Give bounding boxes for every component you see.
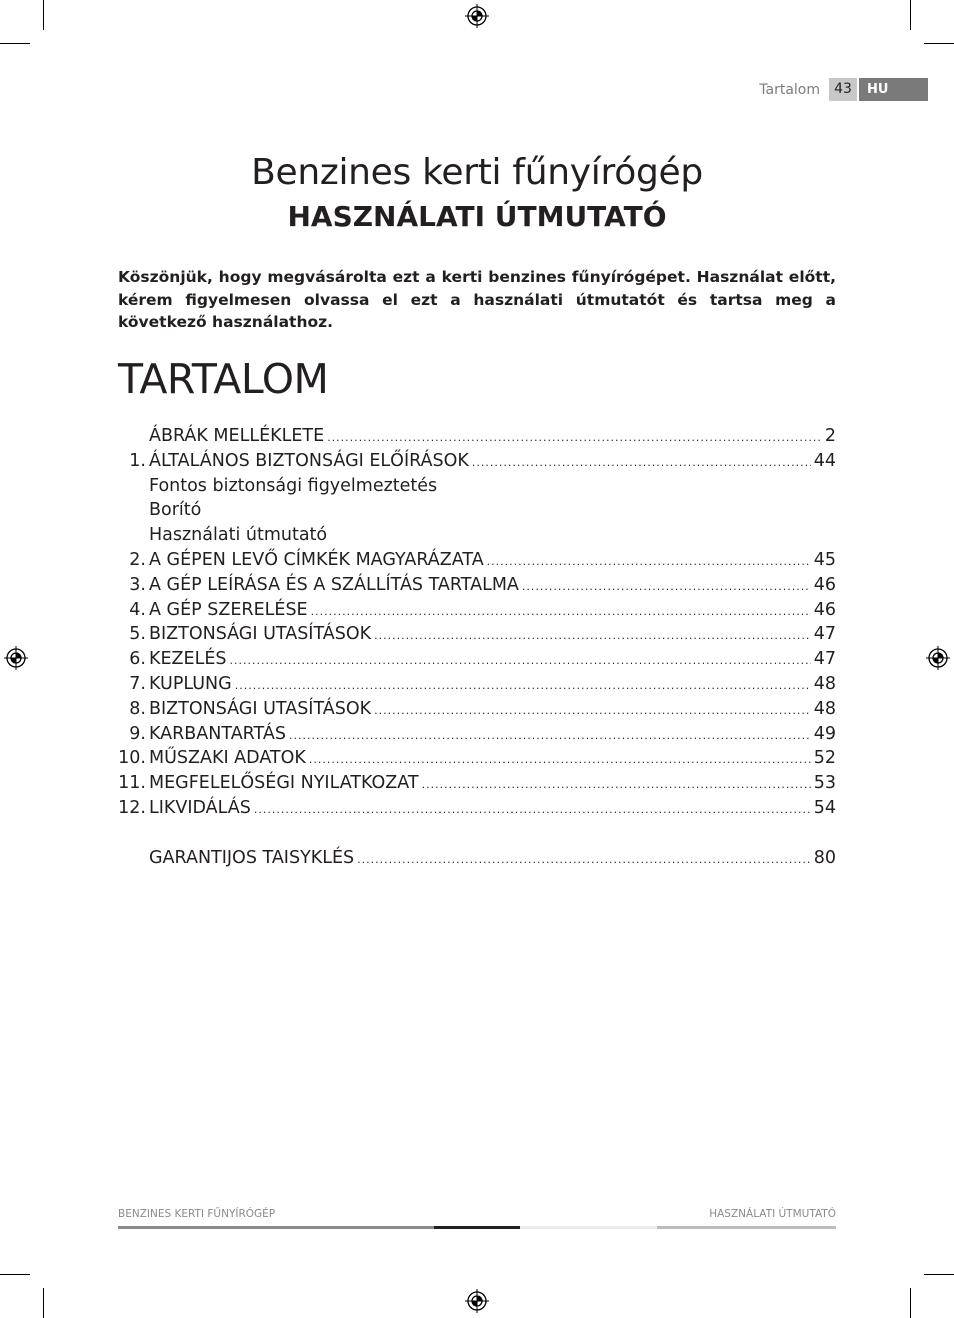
toc-entry <box>118 624 836 649</box>
crop-mark <box>43 0 44 30</box>
toc-entry-title: Borító <box>149 500 202 521</box>
toc-entry-number: 3. <box>129 574 146 595</box>
registration-mark-icon <box>464 3 490 29</box>
toc-leader-dots <box>522 580 811 593</box>
registration-mark-icon <box>464 1288 490 1314</box>
toc-entry <box>118 674 836 699</box>
toc-entry-page: 52 <box>813 748 836 769</box>
toc-entry-number: 10. <box>118 748 146 769</box>
toc-entry-page: 2 <box>824 426 836 446</box>
toc-leader-dots <box>487 555 811 568</box>
toc-entry-title: ÁBRÁK MELLÉKLETE <box>149 426 325 446</box>
toc-heading: TARTALOM <box>118 355 329 403</box>
footer-left: BENZINES KERTI FŰNYÍRÓGÉP <box>118 1208 276 1220</box>
language-badge: HU <box>859 78 928 101</box>
toc-entry-number: 7. <box>129 673 146 694</box>
toc-entry-title: GARANTIJOS TAISYKLÉS <box>149 847 355 868</box>
toc-entry-page: 80 <box>813 847 836 868</box>
toc-entry-number: 11. <box>118 773 146 794</box>
toc-leader-dots <box>374 629 811 642</box>
toc-leader-dots <box>254 803 811 816</box>
toc-leader-dots <box>472 456 811 469</box>
toc-entry-title: ÁLTALÁNOS BIZTONSÁGI ELŐÍRÁSOK <box>149 450 469 471</box>
footer-bar <box>520 1226 657 1229</box>
section-label: Tartalom <box>759 82 820 98</box>
footer-bar <box>657 1226 836 1229</box>
registration-mark-icon <box>925 645 951 671</box>
toc-entry-title: A GÉP LEÍRÁSA ÉS A SZÁLLÍTÁS TARTALMA <box>149 574 519 595</box>
toc-entry-number: 4. <box>129 599 146 620</box>
toc-leader-dots <box>230 654 811 667</box>
crop-mark <box>43 1288 44 1318</box>
toc-entry-title: KARBANTARTÁS <box>149 723 286 744</box>
toc-entry <box>118 773 836 798</box>
table-of-contents <box>118 426 836 872</box>
toc-entry-title: Fontos biztonsági figyelmeztetés <box>149 475 438 496</box>
toc-entry-page: 47 <box>813 624 836 645</box>
toc-entry-title: Használati útmutató <box>149 525 328 546</box>
toc-entry-title: BIZTONSÁGI UTASÍTÁSOK <box>149 698 372 719</box>
toc-entry-page: 46 <box>813 599 836 620</box>
toc-entry-page: 46 <box>813 574 836 595</box>
footer-bar <box>118 1226 434 1229</box>
toc-leader-dots <box>309 753 811 766</box>
toc-entry <box>118 451 836 476</box>
intro-paragraph: Köszönjük, hogy megvásárolta ezt a kerti benzines fűnyírógépet. Használat előtt, kérem figyelmesen olvassa el ezt a használati útmutatót és tartsa meg a következő használathoz. <box>118 268 836 331</box>
footer-bar <box>434 1226 520 1229</box>
toc-entry-title: A GÉPEN LEVŐ CÍMKÉK MAGYARÁZATA <box>149 549 484 570</box>
crop-mark <box>0 43 30 44</box>
toc-entry <box>118 724 836 749</box>
crop-mark <box>0 1274 30 1275</box>
toc-leader-dots <box>422 778 811 791</box>
toc-entry <box>118 476 836 501</box>
toc-entry <box>118 699 836 724</box>
toc-entry-page: 49 <box>813 723 836 744</box>
toc-leader-dots <box>327 431 822 444</box>
registration-mark-icon <box>3 645 29 671</box>
toc-entry-title: KEZELÉS <box>149 649 227 670</box>
crop-mark <box>924 43 954 44</box>
toc-entry <box>118 748 836 773</box>
toc-entry-page: 45 <box>813 549 836 570</box>
toc-entry-title: LIKVIDÁLÁS <box>149 797 251 818</box>
toc-leader-dots <box>235 679 811 692</box>
toc-entry-page: 47 <box>813 649 836 670</box>
toc-entry-title: A GÉP SZERELÉSE <box>149 599 308 620</box>
toc-entry <box>118 848 836 873</box>
toc-entry-page: 44 <box>813 450 836 471</box>
toc-entry-page: 53 <box>813 773 836 794</box>
toc-entry-number: 6. <box>129 649 146 670</box>
document-subtitle: HASZNÁLATI ÚTMUTATÓ <box>287 200 667 233</box>
toc-entry-number: 12. <box>118 797 146 818</box>
toc-entry <box>118 798 836 823</box>
toc-entry <box>118 500 836 525</box>
toc-entry-title: BIZTONSÁGI UTASÍTÁSOK <box>149 624 372 645</box>
toc-entry <box>118 600 836 625</box>
toc-entry-number: 5. <box>129 624 146 645</box>
toc-entry-title: MEGFELELŐSÉGI NYILATKOZAT <box>149 773 419 794</box>
page-number: 43 <box>829 78 857 101</box>
toc-entry-number: 8. <box>129 698 146 719</box>
toc-leader-dots <box>311 605 811 618</box>
toc-entry <box>118 550 836 575</box>
toc-entry <box>118 426 836 451</box>
toc-leader-dots <box>357 853 811 866</box>
toc-entry <box>118 649 836 674</box>
toc-entry-page: 54 <box>813 797 836 818</box>
toc-entry-number: 2. <box>129 549 146 570</box>
toc-entry-title: KUPLUNG <box>149 673 232 694</box>
toc-entry <box>118 525 836 550</box>
toc-entry-page: 48 <box>813 673 836 694</box>
crop-mark <box>910 1288 911 1318</box>
toc-entry-number: 9. <box>129 723 146 744</box>
footer-right: HASZNÁLATI ÚTMUTATÓ <box>709 1208 836 1220</box>
toc-entry-number: 1. <box>129 450 146 471</box>
document-title: Benzines kerti fűnyírógép <box>251 152 703 193</box>
toc-entry-title: MŰSZAKI ADATOK <box>149 748 306 769</box>
crop-mark <box>924 1274 954 1275</box>
toc-leader-dots <box>374 704 811 717</box>
toc-entry <box>118 575 836 600</box>
toc-leader-dots <box>289 729 811 742</box>
toc-entry-page: 48 <box>813 698 836 719</box>
crop-mark <box>910 0 911 30</box>
